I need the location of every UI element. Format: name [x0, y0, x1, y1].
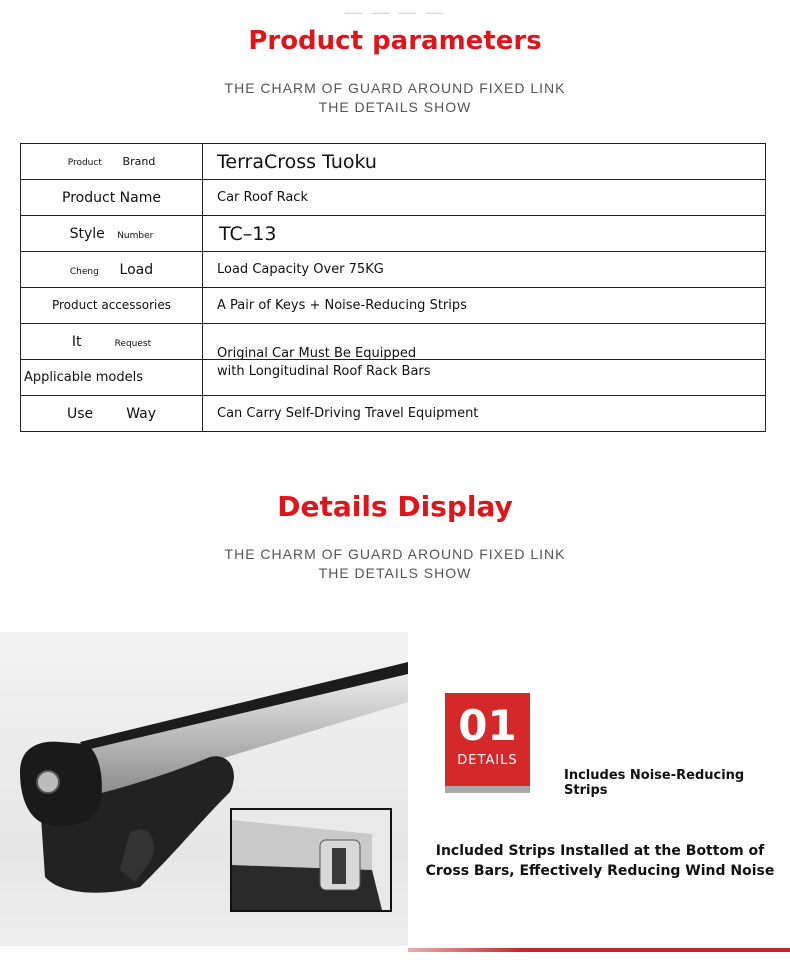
row-divider	[203, 359, 765, 360]
request-label: It	[71, 333, 82, 350]
parameters-table	[20, 143, 766, 432]
name-value-cell	[203, 180, 766, 216]
use-value-cell	[203, 396, 766, 432]
style-value: TC–13	[219, 222, 277, 245]
models-label-cell	[21, 360, 203, 396]
accessories-value-cell	[203, 288, 766, 324]
load-label-prefix: Cheng	[69, 266, 99, 277]
models-value-cell	[203, 324, 766, 396]
name-label-cell	[21, 180, 203, 216]
style-value-cell	[203, 216, 766, 252]
load-value: Load Capacity Over 75KG	[217, 262, 384, 277]
badge-word: DETAILS	[457, 753, 518, 768]
accessories-label-cell	[21, 288, 203, 324]
request-label-cell	[21, 324, 203, 360]
table-row	[21, 396, 766, 432]
applicable-models-label: Applicable models	[24, 370, 143, 385]
feature-description	[420, 841, 780, 881]
badge-shadow	[445, 786, 530, 793]
details-subtitle-line2: THE DETAILS SHOW	[318, 565, 472, 581]
product-name-label: Product Name	[62, 189, 161, 206]
table-row	[21, 144, 766, 180]
load-label-cell	[21, 252, 203, 288]
models-value-line2: with Longitudinal Roof Rack Bars	[217, 363, 431, 379]
table-row	[21, 216, 766, 252]
brand-label: Brand	[122, 155, 156, 168]
style-label-cell	[21, 216, 203, 252]
header-subtitle-line2: THE DETAILS SHOW	[318, 99, 472, 115]
details-badge	[445, 693, 530, 793]
load-value-cell	[203, 252, 766, 288]
brand-label-cell	[21, 144, 203, 180]
feature-description-line2: Cross Bars, Effectively Reducing Wind Noise	[425, 863, 775, 879]
models-value	[217, 345, 765, 381]
use-value: Can Carry Self-Driving Travel Equipment	[217, 406, 479, 421]
table-row	[21, 252, 766, 288]
product-parameters-title: Product parameters	[248, 26, 542, 56]
badge-number: 01	[458, 701, 517, 750]
brand-value-cell	[203, 144, 766, 180]
table-row	[21, 180, 766, 216]
header-subtitle-line1: THE CHARM OF GUARD AROUND FIXED LINK	[224, 80, 566, 96]
style-label-suffix: Number	[117, 230, 154, 241]
details-subtitle-line1: THE CHARM OF GUARD AROUND FIXED LINK	[224, 546, 566, 562]
brand-label-prefix: Product	[67, 158, 102, 168]
models-value-line1: Original Car Must Be Equipped	[217, 345, 417, 361]
product-name-value: Car Roof Rack	[217, 190, 308, 205]
feature-title: Includes Noise-Reducing Strips	[564, 768, 745, 798]
closeup-illustration	[232, 810, 390, 910]
style-label: Style	[69, 225, 105, 242]
accessories-label: Product accessories	[51, 298, 172, 312]
table-row	[21, 324, 766, 360]
brand-value: TerraCross Tuoku	[217, 150, 377, 173]
noise-strip-closeup	[230, 808, 392, 912]
load-label: Load	[119, 261, 154, 278]
feature-description-line1: Included Strips Installed at the Bottom of	[435, 843, 765, 859]
use-label-b: Way	[126, 405, 157, 422]
use-label-cell	[21, 396, 203, 432]
use-label-a: Use	[66, 405, 94, 422]
accessories-value: A Pair of Keys + Noise-Reducing Strips	[217, 298, 467, 313]
details-display-title: Details Display	[277, 490, 513, 523]
bottom-red-rule	[408, 948, 790, 952]
request-label-suffix: Request	[114, 338, 152, 349]
table-row	[21, 288, 766, 324]
faded-header-artifact: — — — —	[344, 2, 446, 22]
